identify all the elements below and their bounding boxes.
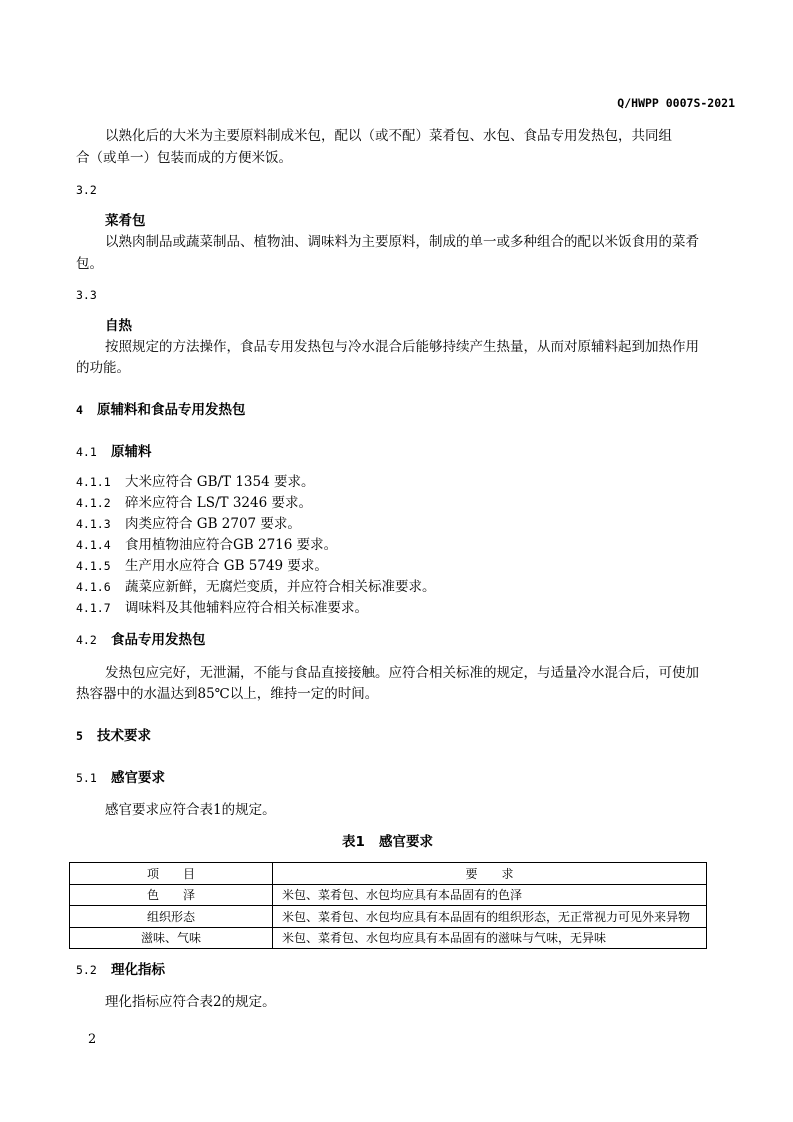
table-cell-item: 滋味、气味 (70, 928, 273, 949)
clause-3-3-term: 自热 (105, 318, 132, 334)
list-item-number: 4.1.1 (76, 475, 111, 489)
section-4-title: 原辅料和食品专用发热包 (97, 402, 246, 418)
subsection-4-2-line-2: 热容器中的水温达到85℃以上，维持一定的时间。 (76, 686, 379, 702)
subsection-5-1-title: 感官要求 (111, 770, 165, 786)
table-row (70, 928, 707, 949)
table-header-cell-item: 项 目 (70, 863, 273, 885)
list-item-number: 4.1.4 (76, 538, 111, 552)
list-item-number: 4.1.7 (76, 601, 111, 615)
clause-3-3-line-1: 按照规定的方法操作，食品专用发热包与冷水混合后能够持续产生热量，从而对原辅料起到加热作用 (105, 339, 699, 355)
list-item-text: 食用植物油应符合GB 2716 要求。 (125, 537, 338, 553)
subsection-4-2-number: 4.2 (76, 633, 97, 647)
table-cell-requirement: 米包、菜肴包、水包均应具有本品固有的组织形态，无正常视力可见外来异物 (273, 906, 707, 928)
clause-3-1-line-2: 合（或单一）包装而成的方便米饭。 (76, 150, 292, 166)
section-5-number: 5 (76, 729, 83, 743)
clause-3-1-line-1: 以熟化后的大米为主要原料制成米包，配以（或不配）菜肴包、水包、食品专用发热包，共同组 (105, 128, 672, 144)
subsection-4-1-number: 4.1 (76, 445, 97, 459)
sensory-requirements-table (69, 862, 707, 949)
subsection-5-1-intro: 感官要求应符合表1的规定。 (105, 802, 276, 818)
table-row (70, 885, 707, 906)
table-row (70, 906, 707, 928)
table-header-row (70, 863, 707, 885)
table-cell-item: 色 泽 (70, 885, 273, 906)
list-item-text: 碎米应符合 LS/T 3246 要求。 (125, 495, 312, 511)
page-number: 2 (88, 1032, 97, 1047)
document-code: Q/HWPP 0007S-2021 (617, 96, 735, 110)
clause-3-2-number: 3.2 (76, 183, 97, 197)
clause-3-2-term: 菜肴包 (105, 213, 146, 229)
table-caption-title: 感官要求 (378, 834, 433, 850)
table-cell-requirement: 米包、菜肴包、水包均应具有本品固有的滋味与气味，无异味 (273, 928, 707, 949)
table-caption (69, 832, 706, 852)
list-item-number: 4.1.5 (76, 559, 111, 573)
list-item-text: 肉类应符合 GB 2707 要求。 (125, 516, 301, 532)
table-cell-requirement: 米包、菜肴包、水包均应具有本品固有的色泽 (273, 885, 707, 906)
clause-3-2-line-2: 包。 (76, 256, 103, 272)
table-header-cell-requirement: 要 求 (273, 863, 707, 885)
clause-3-2-line-1: 以熟肉制品或蔬菜制品、植物油、调味料为主要原料，制成的单一或多种组合的配以米饭食用的菜肴 (105, 234, 699, 250)
subsection-4-1-title: 原辅料 (111, 444, 152, 460)
list-item-text: 蔬菜应新鲜，无腐烂变质，并应符合相关标准要求。 (125, 579, 436, 595)
table-cell-item: 组织形态 (70, 906, 273, 928)
clause-3-3-line-2: 的功能。 (76, 360, 130, 376)
section-4-number: 4 (76, 403, 83, 417)
subsection-5-2-intro: 理化指标应符合表2的规定。 (105, 994, 276, 1010)
subsection-5-1-number: 5.1 (76, 771, 97, 785)
list-item-number: 4.1.3 (76, 517, 111, 531)
list-item-number: 4.1.6 (76, 580, 111, 594)
list-item-text: 调味料及其他辅料应符合相关标准要求。 (125, 600, 368, 616)
subsection-4-2-title: 食品专用发热包 (111, 632, 206, 648)
subsection-5-2-number: 5.2 (76, 963, 97, 977)
section-5-title: 技术要求 (97, 728, 151, 744)
clause-3-3-number: 3.3 (76, 288, 97, 302)
subsection-5-2-title: 理化指标 (111, 962, 165, 978)
list-item-text: 生产用水应符合 GB 5749 要求。 (125, 558, 328, 574)
subsection-4-2-line-1: 发热包应完好，无泄漏，不能与食品直接接触。应符合相关标准的规定，与适量冷水混合后，可使加 (105, 665, 699, 681)
list-item-text: 大米应符合 GB/T 1354 要求。 (125, 474, 315, 490)
list-item-number: 4.1.2 (76, 496, 111, 510)
table-caption-number: 表1 (342, 834, 365, 850)
